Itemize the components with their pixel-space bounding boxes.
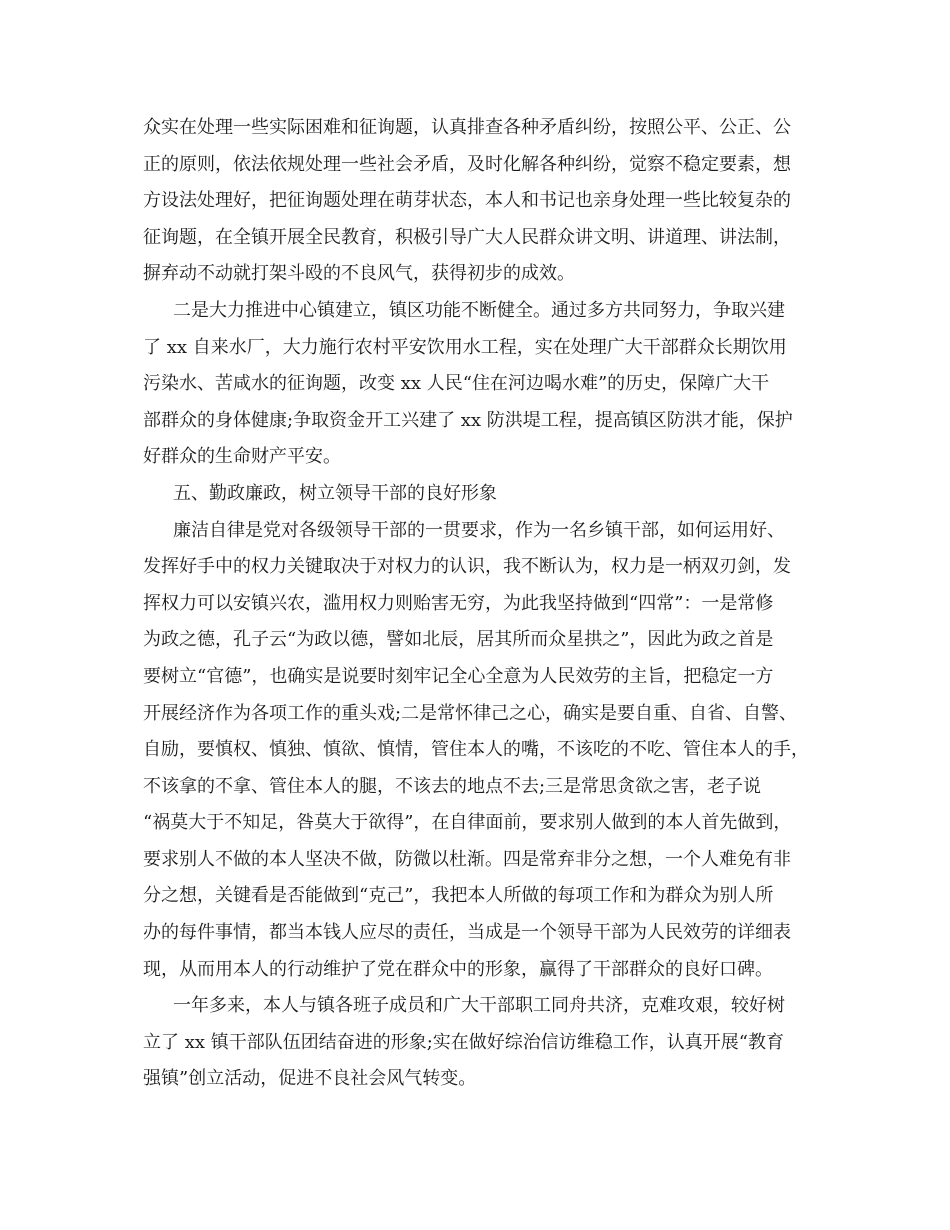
text-line: 不该拿的不拿、管住本人的腿，不该去的地点不去;三是常思贪欲之害，老子说 xyxy=(143,775,762,797)
text-line: 正的原则，依法依规处理一些社会矛盾，及时化解各种纠纷，觉察不稳定要素，想 xyxy=(143,153,791,175)
text-line: 挥权力可以安镇兴农，滥用权力则贻害无穷，为此我坚持做到“四常”：一是常修 xyxy=(143,592,774,614)
text-line: 分之想，关键看是否能做到“克己”，我把本人所做的每项工作和为群众为别人所 xyxy=(143,885,774,907)
text-line: 自励，要慎权、慎独、慎欲、慎情，管住本人的嘴，不该吃的不吃、管住本人的手， xyxy=(143,739,809,761)
paragraph-first-line: 二是大力推进中心镇建立，镇区功能不断健全。通过多方共同努力，争取兴建 xyxy=(173,299,785,321)
text-line: 了 xx 自来水厂，大力施行农村平安饮用水工程，实在处理广大干部群众长期饮用 xyxy=(143,336,787,358)
text-line: 要求别人不做的本人坚决不做，防微以杜渐。四是常弃非分之想，一个人难免有非 xyxy=(143,848,791,870)
text-line: 众实在处理一些实际困难和征询题，认真排查各种矛盾纠纷，按照公平、公正、公 xyxy=(143,117,791,138)
text-line: 办的每件事情，都当本钱人应尽的责任，当成是一个领导干部为人民效劳的详细表 xyxy=(143,922,791,944)
text-line: 要树立“官德”，也确实是说要时刻牢记全心全意为人民效劳的主旨，把稳定一方 xyxy=(143,665,774,687)
paragraph-first-line: 廉洁自律是党对各级领导干部的一贯要求，作为一名乡镇干部，如何运用好、 xyxy=(173,519,785,541)
text-line: 摒弃动不动就打架斗殴的不良风气，获得初步的成效。 xyxy=(143,263,575,285)
text-line: 开展经济作为各项工作的重头戏;二是常怀律己之心，确实是要自重、自省、自警、 xyxy=(143,702,798,724)
text-line: 好群众的生命财产平安。 xyxy=(143,446,341,468)
paragraph-first-line: 一年多来，本人与镇各班子成员和广大干部职工同舟共济，克难攻艰，较好树 xyxy=(173,995,785,1017)
text-line: 征询题，在全镇开展全民教育，积极引导广大人民群众讲文明、讲道理、讲法制， xyxy=(143,226,791,248)
section-heading: 五、勤政廉政，树立领导干部的良好形象 xyxy=(173,482,497,504)
document-body xyxy=(143,110,823,1098)
text-line: 污染水、苦咸水的征询题，改变 xx 人民“住在河边喝水难”的历史，保障广大干 xyxy=(143,373,770,395)
text-line: 立了 xx 镇干部队伍团结奋进的形象;实在做好综治信访维稳工作，认真开展“教育 xyxy=(143,1031,785,1053)
text-line: 方设法处理好，把征询题处理在萌芽状态，本人和书记也亲身处理一些比较复杂的 xyxy=(143,190,791,212)
text-line: 强镇”创立活动，促进不良社会风气转变。 xyxy=(143,1068,477,1090)
text-line: 部群众的身体健康;争取资金开工兴建了 xx 防洪堤工程，提高镇区防洪才能，保护 xyxy=(143,409,793,431)
text-line: “祸莫大于不知足，咎莫大于欲得”，在自律面前，要求别人做到的本人首先做到， xyxy=(143,812,792,834)
text-line: 现，从而用本人的行动维护了党在群众中的形象，赢得了干部群众的良好口碑。 xyxy=(143,958,773,980)
text-line: 发挥好手中的权力关键取决于对权力的认识，我不断认为，权力是一柄双刃剑，发 xyxy=(143,556,791,578)
text-line: 为政之德，孔子云“为政以德，譬如北辰，居其所而众星拱之”，因此为政之首是 xyxy=(143,629,774,651)
